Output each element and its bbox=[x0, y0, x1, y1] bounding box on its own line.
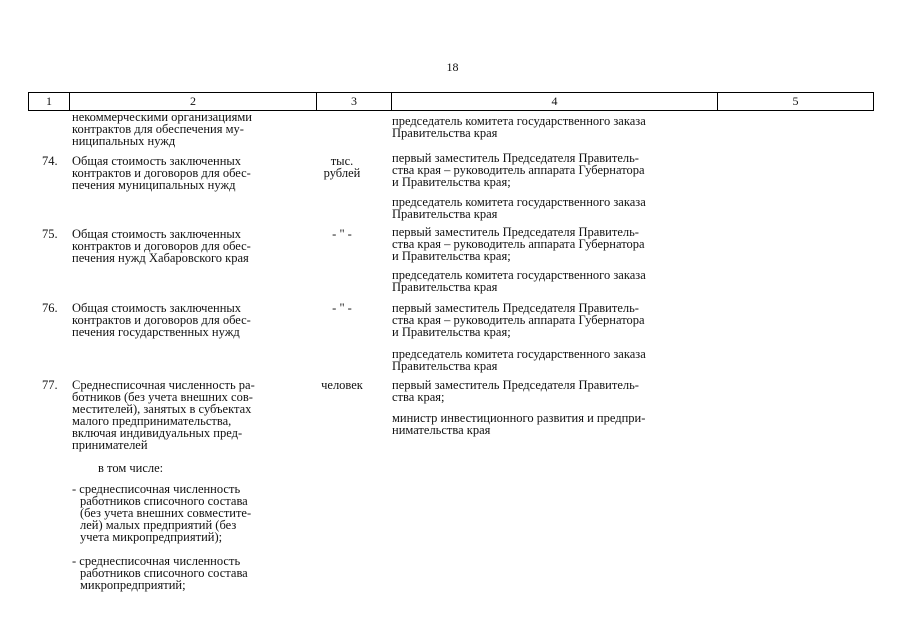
indicator-line: Общая стоимость заключенных bbox=[72, 301, 242, 315]
sub-indicator-line: лей) малых предприятий (без bbox=[80, 518, 237, 532]
header-col-1: 1 bbox=[29, 93, 70, 110]
indicator-line: включая индивидуальных пред- bbox=[72, 426, 243, 440]
indicator-line: малого предпринимательства, bbox=[72, 414, 232, 428]
responsible-line: первый заместитель Председателя Правитель- bbox=[392, 225, 639, 239]
responsible-line: председатель комитета государственного заказа bbox=[392, 347, 646, 361]
indicator-line: контрактов и договоров для обес- bbox=[72, 313, 251, 327]
sub-indicator-line: - среднесписочная численность bbox=[72, 482, 241, 496]
header-col-5: 5 bbox=[792, 94, 799, 108]
sub-indicator-line: учета микропредприятий); bbox=[80, 530, 223, 544]
unit: человек bbox=[321, 378, 363, 392]
header-col-2: 2 bbox=[70, 93, 317, 110]
indicator-line: принимателей bbox=[72, 438, 148, 452]
sub-indicator-line: работников списочного состава bbox=[80, 566, 248, 580]
responsible-line: ства края – руководитель аппарата Губернатора bbox=[392, 313, 645, 327]
indicator-line: местителей), занятых в субъектах bbox=[72, 402, 252, 416]
responsible-line: и Правительства края; bbox=[392, 175, 511, 189]
responsible-line: первый заместитель Председателя Правитель- bbox=[392, 378, 639, 392]
responsible-line: первый заместитель Председателя Правитель- bbox=[392, 151, 639, 165]
table-header bbox=[28, 92, 874, 111]
indicator-line: контрактов и договоров для обес- bbox=[72, 239, 251, 253]
responsible-line: председатель комитета государственного заказа bbox=[392, 114, 646, 128]
indicator-line: ботников (без учета внешних сов- bbox=[72, 390, 253, 404]
including-label: в том числе: bbox=[98, 461, 164, 475]
responsible-line: первый заместитель Председателя Правитель- bbox=[392, 301, 639, 315]
header-col-4: 4 bbox=[392, 93, 718, 110]
unit: - " - bbox=[332, 227, 352, 241]
responsible-line: и Правительства края; bbox=[392, 325, 511, 339]
indicator-line: контрактов для обеспечения му- bbox=[72, 122, 244, 136]
sub-indicator-line: микропредприятий; bbox=[80, 578, 186, 592]
responsible-line: и Правительства края; bbox=[392, 249, 511, 263]
indicator-line: печения государственных нужд bbox=[72, 325, 240, 339]
header-col-3: 3 bbox=[317, 93, 392, 110]
row-number: 76. bbox=[42, 301, 58, 315]
unit: тыс. bbox=[330, 154, 354, 168]
indicator-line: Общая стоимость заключенных bbox=[72, 227, 242, 241]
responsible-line: министр инвестиционного развития и предпри- bbox=[392, 411, 646, 425]
sub-indicator-line: - среднесписочная численность bbox=[72, 554, 241, 568]
sub-indicator-line: (без учета внешних совместите- bbox=[80, 506, 252, 520]
responsible-line: Правительства края bbox=[392, 126, 498, 140]
indicator-line: некоммерческими организациями bbox=[72, 110, 252, 124]
sub-indicator-line: работников списочного состава bbox=[80, 494, 248, 508]
unit: рублей bbox=[323, 166, 361, 180]
responsible-line: нимательства края bbox=[392, 423, 491, 437]
indicator-line: печения нужд Хабаровского края bbox=[72, 251, 249, 265]
responsible-line: ства края – руководитель аппарата Губернатора bbox=[392, 237, 645, 251]
indicator-line: Общая стоимость заключенных bbox=[72, 154, 242, 168]
row-number: 75. bbox=[42, 227, 58, 241]
responsible-line: ства края – руководитель аппарата Губернатора bbox=[392, 163, 645, 177]
indicator-line: печения муниципальных нужд bbox=[72, 178, 236, 192]
indicator-line: ниципальных нужд bbox=[72, 134, 176, 148]
indicator-line: контрактов и договоров для обес- bbox=[72, 166, 251, 180]
responsible-line: ства края; bbox=[392, 390, 445, 404]
page-number: 18 bbox=[446, 60, 459, 74]
responsible-line: Правительства края bbox=[392, 359, 498, 373]
responsible-line: Правительства края bbox=[392, 280, 498, 294]
indicator-line: Среднесписочная численность ра- bbox=[72, 378, 255, 392]
responsible-line: председатель комитета государственного заказа bbox=[392, 195, 646, 209]
unit: - " - bbox=[332, 301, 352, 315]
row-number: 77. bbox=[42, 378, 58, 392]
responsible-line: председатель комитета государственного заказа bbox=[392, 268, 646, 282]
responsible-line: Правительства края bbox=[392, 207, 498, 221]
row-number: 74. bbox=[42, 154, 58, 168]
